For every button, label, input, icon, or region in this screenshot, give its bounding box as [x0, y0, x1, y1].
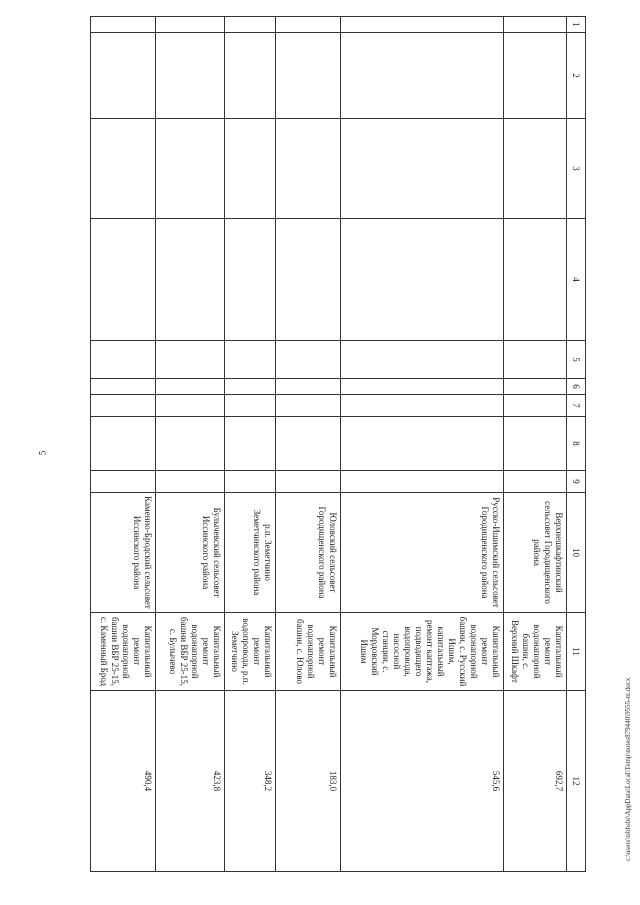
work-description-cell: Капитальный ремонт водонапорной башни ВБР 25-15, с. Каменный Брод — [91, 613, 156, 691]
cell — [276, 417, 341, 471]
amount-cell: 692,7 — [504, 691, 567, 872]
cell — [155, 395, 224, 417]
municipality-cell: Верхнешкафтинский сельсовет Городищенского района — [504, 493, 567, 613]
cell — [224, 417, 275, 471]
cell — [224, 379, 275, 395]
municipality-cell: Юловский сельсовет Городищенского района — [276, 493, 341, 613]
data-table — [90, 16, 586, 872]
amount-cell: 183,0 — [276, 691, 341, 872]
cell — [504, 417, 567, 471]
cell — [341, 395, 504, 417]
cell — [91, 119, 156, 219]
amount-cell: 348,2 — [224, 691, 275, 872]
cell — [504, 471, 567, 493]
cell — [276, 119, 341, 219]
header-row — [567, 17, 586, 872]
header-cell: 10 — [567, 493, 586, 613]
table-row — [91, 17, 156, 872]
cell — [155, 119, 224, 219]
header-cell: 1 — [567, 17, 586, 33]
file-path-footer: c:\users\tsbhsbr\AppData\Local\Temp\notes879440\9555-m.docx — [624, 677, 632, 861]
cell — [504, 379, 567, 395]
header-cell: 11 — [567, 613, 586, 691]
header-cell: 2 — [567, 33, 586, 119]
cell — [341, 341, 504, 379]
cell — [224, 219, 275, 341]
header-cell: 7 — [567, 395, 586, 417]
header-cell: 4 — [567, 219, 586, 341]
work-description-cell: Капитальный ремонт водонапорной башни, с. Русский Ишим, капитальный ремонт каптажа, подводящего водопровода, насосной станции, с. Мордовский Ишим — [341, 613, 504, 691]
cell — [276, 341, 341, 379]
cell — [276, 379, 341, 395]
cell — [276, 33, 341, 119]
cell — [504, 219, 567, 341]
table-row — [341, 17, 504, 872]
cell — [155, 471, 224, 493]
work-description-cell: Капитальный ремонт водонапорной башни ВБР 25-15, с. Булычево — [155, 613, 224, 691]
cell — [341, 471, 504, 493]
cell — [224, 341, 275, 379]
cell — [91, 471, 156, 493]
cell — [224, 33, 275, 119]
cell — [341, 33, 504, 119]
cell — [341, 219, 504, 341]
cell — [276, 219, 341, 341]
cell — [276, 17, 341, 33]
cell — [155, 379, 224, 395]
cell — [341, 379, 504, 395]
cell — [504, 119, 567, 219]
table-row — [155, 17, 224, 872]
cell — [504, 341, 567, 379]
cell — [155, 417, 224, 471]
amount-cell: 545,6 — [341, 691, 504, 872]
cell — [91, 417, 156, 471]
cell — [155, 17, 224, 33]
work-description-cell: Капитальный ремонт водонапорной башни, с. Юлово — [276, 613, 341, 691]
table-row — [276, 17, 341, 872]
header-cell: 3 — [567, 119, 586, 219]
work-description-cell: Капитальный ремонт водопровода, р.п. Земетчино — [224, 613, 275, 691]
cell — [224, 119, 275, 219]
municipality-cell: Русско-Ишимский сельсовет Городищенского района — [341, 493, 504, 613]
cell — [504, 17, 567, 33]
cell — [341, 417, 504, 471]
table-row — [224, 17, 275, 872]
cell — [91, 33, 156, 119]
cell — [504, 33, 567, 119]
cell — [224, 471, 275, 493]
cell — [91, 341, 156, 379]
municipality-cell: Булычевский сельсовет Иссинского района — [155, 493, 224, 613]
cell — [341, 119, 504, 219]
header-cell: 12 — [567, 691, 586, 872]
header-cell: 8 — [567, 417, 586, 471]
cell — [155, 219, 224, 341]
rotated-table-container — [90, 16, 586, 871]
amount-cell: 423,8 — [155, 691, 224, 872]
cell — [224, 17, 275, 33]
cell — [276, 471, 341, 493]
page-number: 5 — [37, 450, 48, 456]
municipality-cell: р.п. Земетчино Земетчинского района — [224, 493, 275, 613]
cell — [224, 395, 275, 417]
cell — [155, 33, 224, 119]
header-cell: 5 — [567, 341, 586, 379]
cell — [91, 219, 156, 341]
cell — [341, 17, 504, 33]
cell — [91, 395, 156, 417]
cell — [155, 341, 224, 379]
header-cell: 9 — [567, 471, 586, 493]
cell — [91, 379, 156, 395]
table-row — [504, 17, 567, 872]
amount-cell: 490,4 — [91, 691, 156, 872]
municipality-cell: Каменно-Бродский сельсовет Иссинского района — [91, 493, 156, 613]
cell — [276, 395, 341, 417]
cell — [504, 395, 567, 417]
header-cell: 6 — [567, 379, 586, 395]
work-description-cell: Капитальный ремонт водонапорной башни, с. Верхний Шкафт — [504, 613, 567, 691]
cell — [91, 17, 156, 33]
